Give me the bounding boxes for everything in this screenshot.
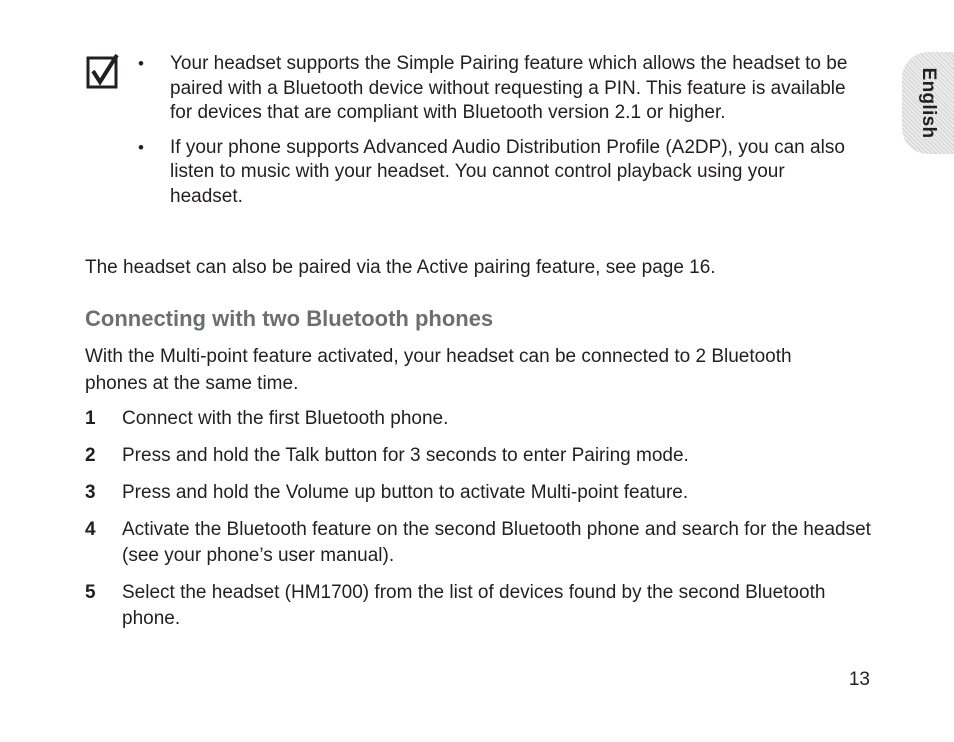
- page-number: 13: [848, 669, 870, 690]
- step-number: 4: [85, 519, 96, 540]
- step-item: [85, 480, 875, 506]
- step-text: Press and hold the Volume up button to activate Multi-point feature.: [122, 482, 689, 503]
- step-number: 5: [85, 582, 96, 603]
- step-item: [85, 406, 875, 432]
- steps-list: [85, 406, 875, 643]
- step-text: Activate the Bluetooth feature on the second Bluetooth phone and search for the headset (see your phone’s user manual).: [122, 519, 871, 566]
- step-item: [85, 580, 875, 632]
- step-number: 1: [85, 408, 96, 429]
- step-text: Press and hold the Talk button for 3 seconds to enter Pairing mode.: [122, 445, 689, 466]
- step-item: [85, 443, 875, 469]
- step-number: 2: [85, 445, 96, 466]
- language-tab: [902, 52, 954, 154]
- step-number: 3: [85, 482, 96, 503]
- bullet: •: [138, 137, 144, 157]
- section-heading: Connecting with two Bluetooth phones: [85, 306, 494, 331]
- note-text: Your headset supports the Simple Pairing feature which allows the headset to be paired with a Bluetooth device without requesting a PIN. This feature is available for devices that are compliant with Bluetooth version 2.1 or higher.: [170, 53, 848, 123]
- step-text: Connect with the first Bluetooth phone.: [122, 408, 449, 429]
- active-pairing-paragraph: The headset can also be paired via the Active pairing feature, see page 16.: [85, 257, 716, 278]
- section-intro: With the Multi-point feature activated, your headset can be connected to 2 Bluetooth phones at the same time.: [85, 346, 792, 394]
- note-list: [138, 52, 848, 219]
- note-item: [138, 136, 848, 210]
- bullet: •: [138, 54, 144, 73]
- step-item: [85, 517, 875, 569]
- language-tab-label: English: [918, 67, 939, 139]
- note-item: [138, 52, 848, 126]
- step-text: Select the headset (HM1700) from the list of devices found by the second Bluetooth phone.: [122, 582, 826, 629]
- note-text: If your phone supports Advanced Audio Distribution Profile (A2DP), you can also listen to music with your headset. You cannot control playback using your headset.: [170, 136, 845, 207]
- checkbox-check-icon: [86, 54, 120, 90]
